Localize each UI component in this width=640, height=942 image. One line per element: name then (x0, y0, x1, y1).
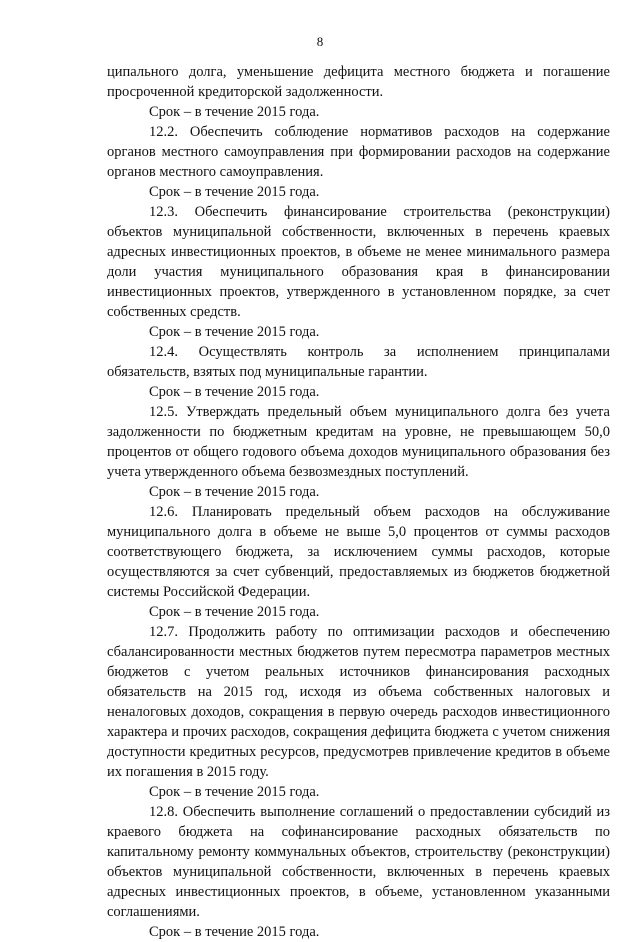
document-body (107, 62, 610, 942)
deadline-line: Срок – в течение 2015 года. (149, 324, 320, 340)
deadline-line: Срок – в течение 2015 года. (149, 784, 320, 800)
item-12-5: 12.5. Утверждать предельный объем муниципального долга без учета задолженности по бюджетным кредитам на уровне, не превышающем 50,0 процентов от общего годового объема доходов муниципального образования без учета утвержденного объема безвозмездных поступлений. (107, 404, 610, 480)
deadline-line: Срок – в течение 2015 года. (149, 924, 320, 940)
deadline-line: Срок – в течение 2015 года. (149, 104, 320, 120)
item-12-4: 12.4. Осуществлять контроль за исполнением принципалами обязательств, взятых под муниципальные гарантии. (107, 344, 610, 380)
deadline-line: Срок – в течение 2015 года. (149, 384, 320, 400)
deadline-line: Срок – в течение 2015 года. (149, 184, 320, 200)
item-12-6: 12.6. Планировать предельный объем расходов на обслуживание муниципального долга в объеме не выше 5,0 процентов от суммы расходов соответствующего бюджета, за исключением суммы расходов, которые осуществляются за счет субвенций, предоставляемых из бюджетов бюджетной системы Российской Федерации. (107, 504, 610, 600)
deadline-line: Срок – в течение 2015 года. (149, 484, 320, 500)
item-12-7: 12.7. Продолжить работу по оптимизации расходов и обеспечению сбалансированности местных бюджетов путем пересмотра параметров местных бюджетов с учетом реальных источников финансирования расходных обязательств на 2015 год, исходя из объема собственных налоговых и неналоговых доходов, сокращения в первую очередь расходов инвестиционного характера и прочих расходов, сокращения дефицита бюджета с учетом снижения доступности кредитных ресурсов, предусмотрев привлечение кредитов в объеме их погашения в 2015 году. (107, 624, 610, 780)
item-12-2: 12.2. Обеспечить соблюдение нормативов расходов на содержание органов местного самоуправления при формировании расходов на содержание органов местного самоуправления. (107, 124, 610, 180)
page-number: 8 (316, 34, 324, 49)
deadline-line: Срок – в течение 2015 года. (149, 604, 320, 620)
paragraph-continuation: ципального долга, уменьшение дефицита местного бюджета и погашение просроченной кредиторской задолженности. (107, 64, 610, 100)
item-12-3: 12.3. Обеспечить финансирование строительства (реконструкции) объектов муниципальной собственности, включенных в перечень краевых адресных инвестиционных проектов, в объеме не менее минимального размера доли участия муниципального образования края в финансировании инвестиционных проектов, утвержденного в установленном порядке, за счет собственных средств. (107, 204, 610, 320)
item-12-8: 12.8. Обеспечить выполнение соглашений о предоставлении субсидий из краевого бюджета на софинансирование расходных обязательств по капитальному ремонту коммунальных объектов, строительству (реконструкции) объектов муниципальной собственности, включенных в перечень краевых адресных инвестиционных проектов, в объеме, установленном указанными соглашениями. (107, 804, 610, 920)
